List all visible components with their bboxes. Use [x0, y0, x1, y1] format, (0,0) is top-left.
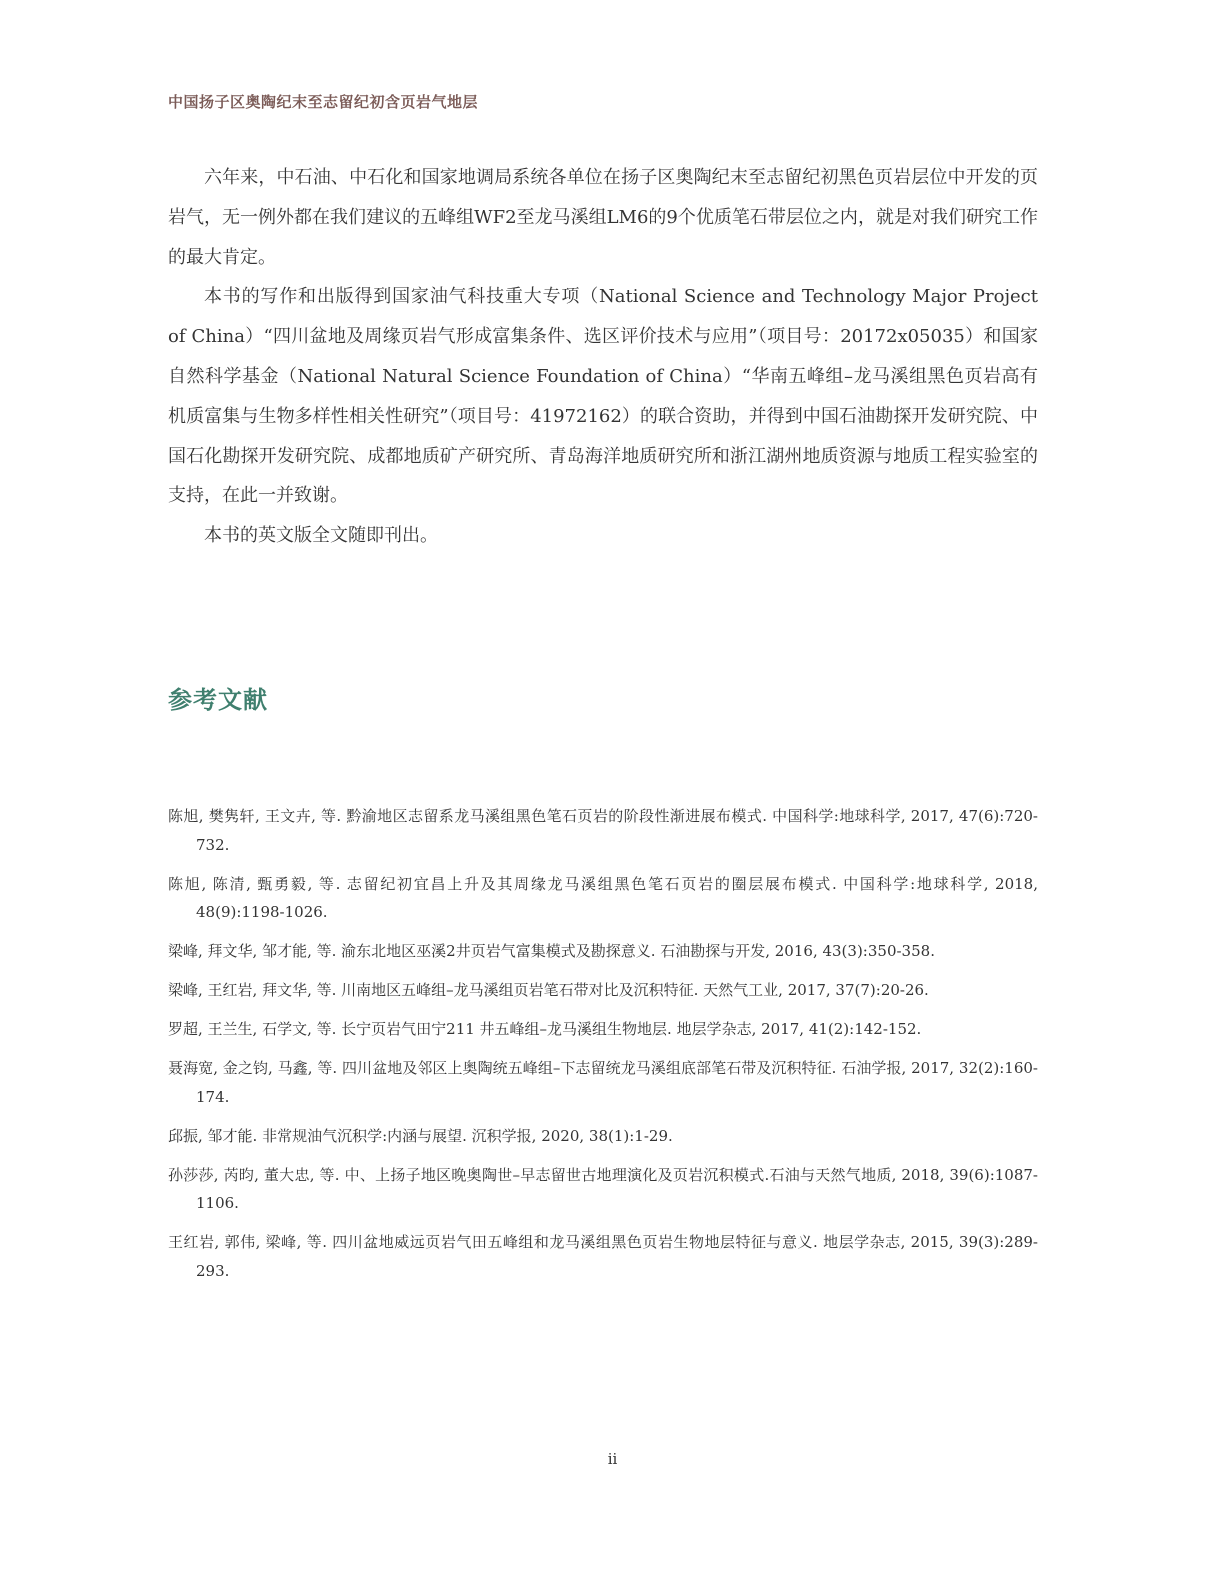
reference-item: 梁峰, 王红岩, 拜文华, 等. 川南地区五峰组–龙马溪组页岩笔石带对比及沉积特征. 天然气工业, 2017, 37(7):20-26.	[168, 981, 929, 999]
reference-item: 孙莎莎, 芮昀, 董大忠, 等. 中、上扬子地区晚奥陶世–早志留世古地理演化及页岩沉积模式.石油与天然气地质, 2018, 39(6):1087-1106.	[168, 1165, 1038, 1212]
paragraph: 本书的写作和出版得到国家油气科技重大专项（National Science and Technology Major Project of China）“四川盆地及周缘页岩气形成富集条件、选区评价技术与应用”（项目号：20172x05035）和国家自然科学基金（National Natural Science Foundation of China）“华南五峰组–龙马溪组黑色页岩高有机质富集与生物多样性相关性研究”（项目号：41972162）的联合资助，并得到中国石油勘探开发研究院、中国石化勘探开发研究院、成都地质矿产研究所、青岛海洋地质研究所和浙江湖州地质资源与地质工程实验室的支持，在此一并致谢。	[168, 286, 1038, 507]
page-number: ii	[607, 1450, 618, 1468]
paragraph: 本书的英文版全文随即刊出。	[204, 525, 438, 547]
reference-item: 陈旭, 樊隽轩, 王文卉, 等. 黔渝地区志留系龙马溪组黑色笔石页岩的阶段性渐进展布模式. 中国科学:地球科学, 2017, 47(6):720-732.	[168, 807, 1038, 854]
reference-item: 聂海宽, 金之钧, 马鑫, 等. 四川盆地及邻区上奥陶统五峰组–下志留统龙马溪组底部笔石带及沉积特征. 石油学报, 2017, 32(2):160-174.	[168, 1059, 1038, 1106]
reference-item: 邱振, 邹才能. 非常规油气沉积学:内涵与展望. 沉积学报, 2020, 38(1):1-29.	[168, 1126, 673, 1145]
reference-item: 陈旭, 陈清, 甄勇毅, 等. 志留纪初宜昌上升及其周缘龙马溪组黑色笔石页岩的圈层展布模式. 中国科学:地球科学, 2018, 48(9):1198-1026.	[168, 874, 1038, 921]
reference-item: 罗超, 王兰生, 石学文, 等. 长宁页岩气田宁211 井五峰组–龙马溪组生物地层. 地层学杂志, 2017, 41(2):142-152.	[168, 1020, 922, 1038]
running-head: 中国扬子区奥陶纪末至志留纪初含页岩气地层	[168, 93, 479, 111]
references-heading: 参考文献	[168, 686, 268, 714]
reference-list	[168, 802, 1038, 1296]
reference-item: 梁峰, 拜文华, 邹才能, 等. 渝东北地区巫溪2井页岩气富集模式及勘探意义. 石油勘探与开发, 2016, 43(3):350-358.	[168, 942, 935, 960]
body-text	[168, 158, 1038, 556]
reference-item: 王红岩, 郭伟, 梁峰, 等. 四川盆地威远页岩气田五峰组和龙马溪组黑色页岩生物地层特征与意义. 地层学杂志, 2015, 39(3):289-293.	[168, 1233, 1038, 1280]
paragraph: 六年来，中石油、中石化和国家地调局系统各单位在扬子区奥陶纪末至志留纪初黑色页岩层位中开发的页岩气，无一例外都在我们建议的五峰组WF2至龙马溪组LM6的9个优质笔石带层位之内，就是对我们研究工作的最大肯定。	[168, 167, 1038, 268]
